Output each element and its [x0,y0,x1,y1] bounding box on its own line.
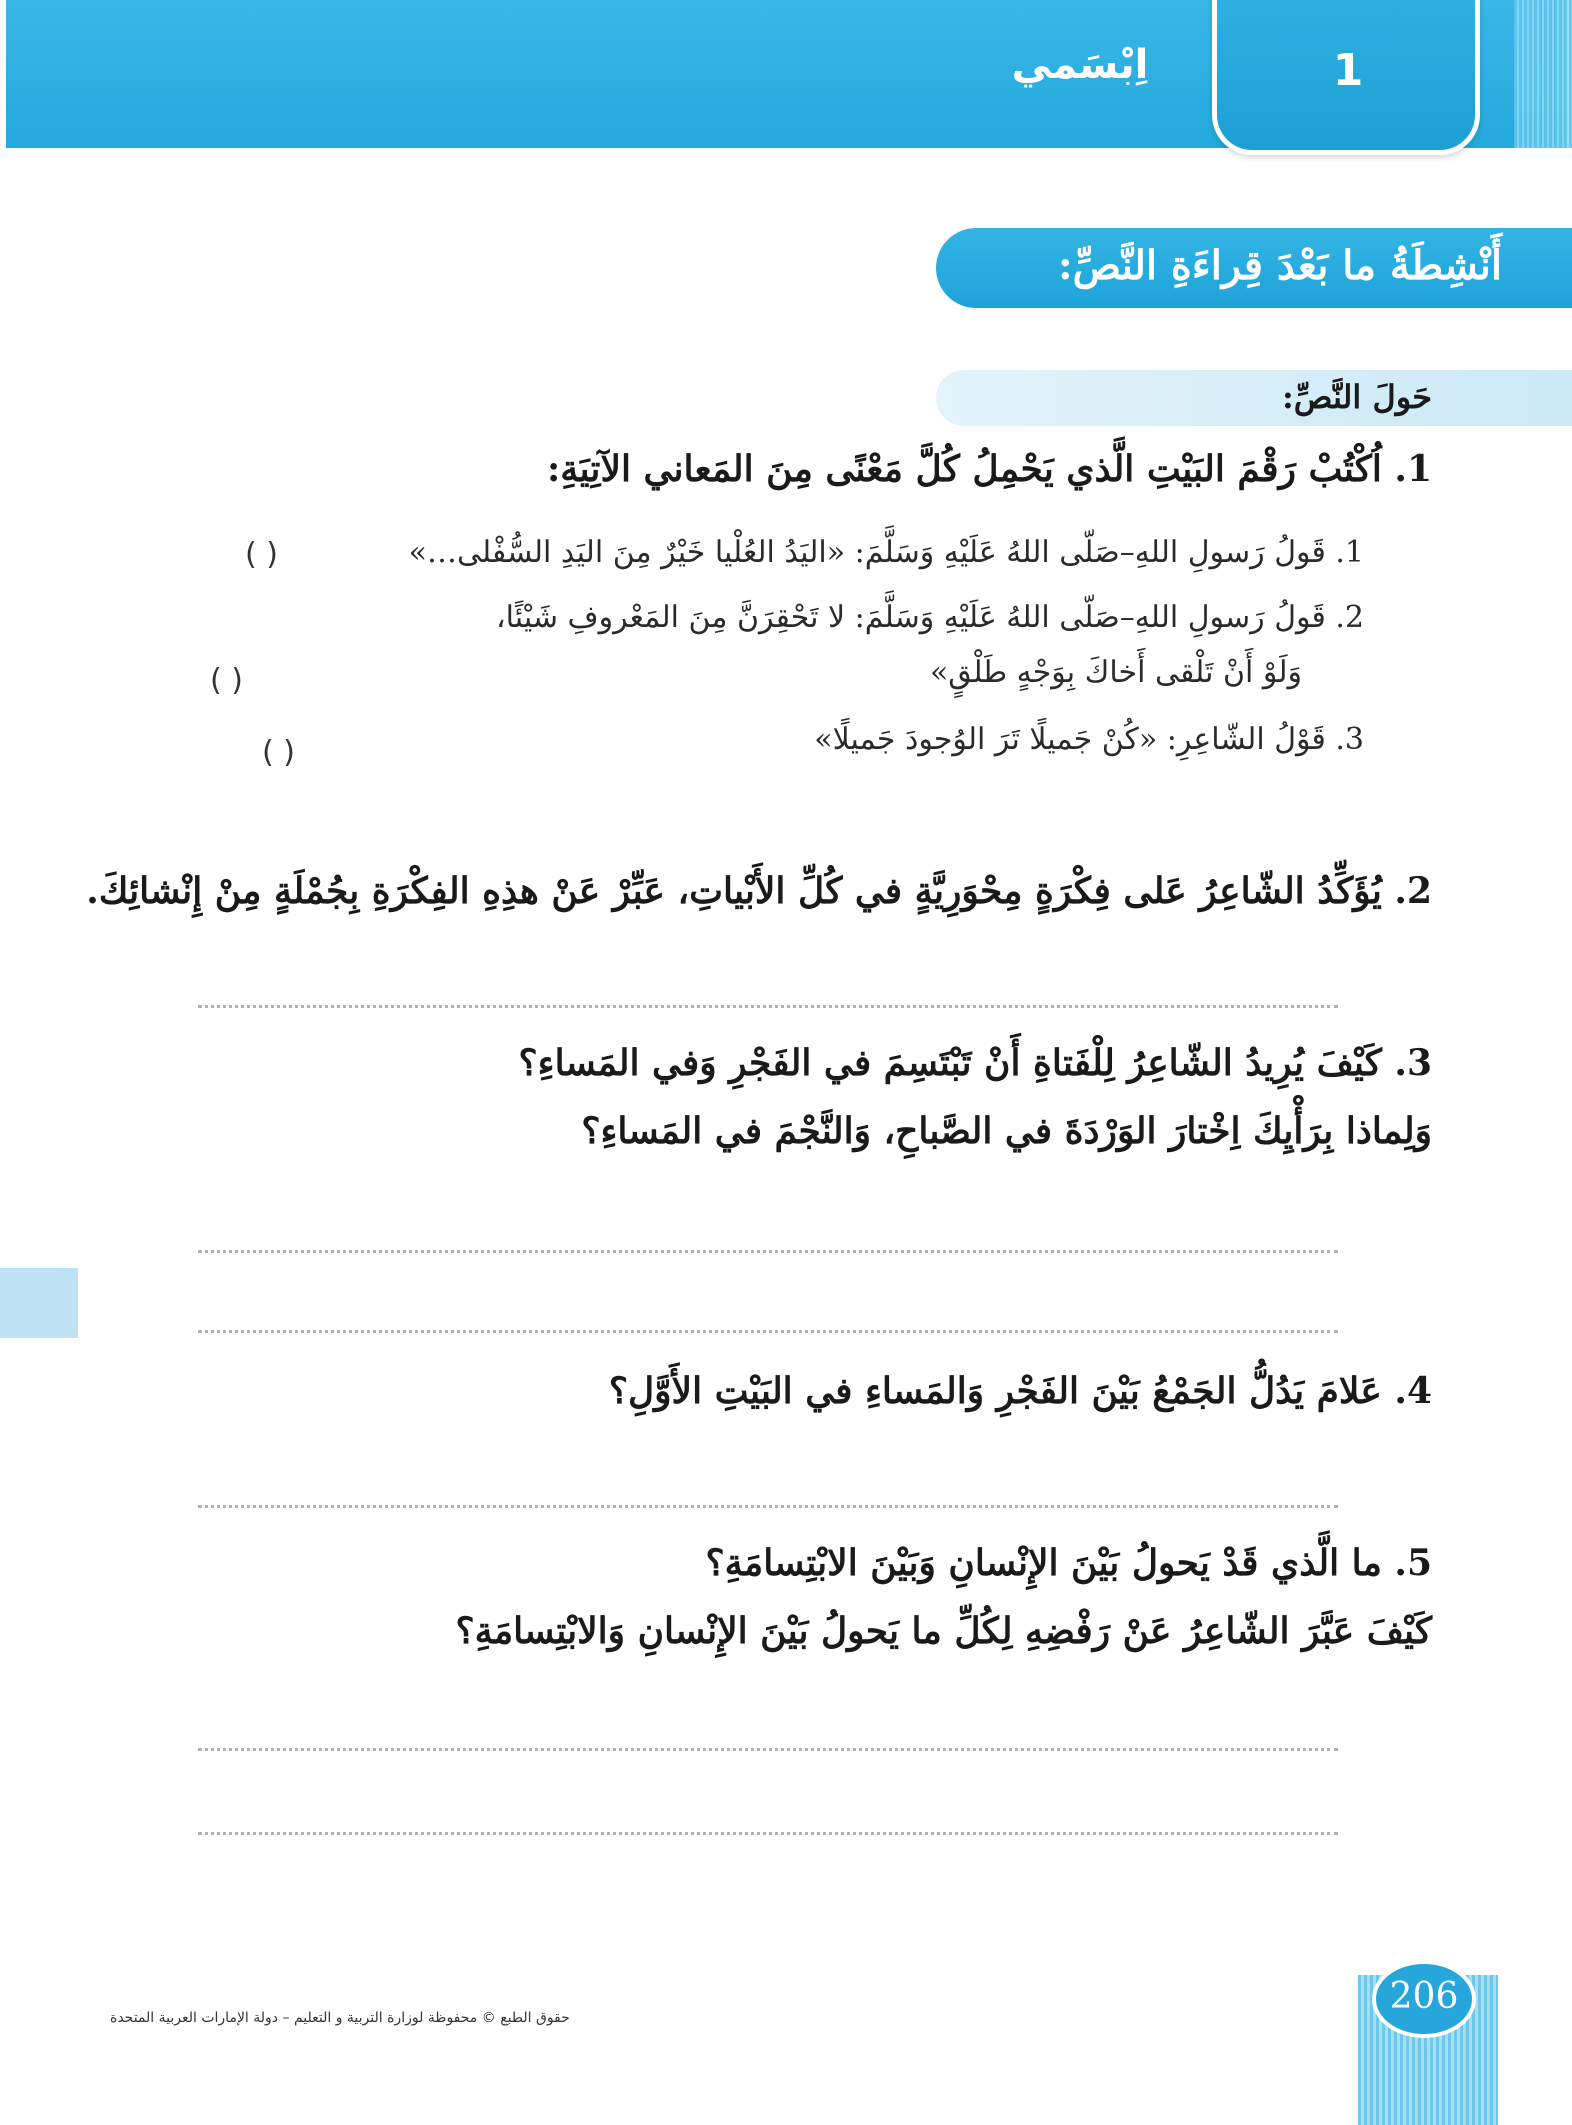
question-1-item-1: 1. قَولُ رَسولِ اللهِ–صَلّى اللهُ عَلَيْهِ وَسَلَّمَ: «اليَدُ العُلْيا خَيْرٌ مِنَ اليَدِ السُّفْلى…» [408,535,1364,570]
answer-slot-2[interactable]: ( ) [210,663,243,698]
answer-line-q5-a[interactable] [198,1748,1338,1751]
answer-line-q4[interactable] [198,1505,1338,1508]
question-3-line-2: وَلِماذا بِرَأْيِكَ اِخْتارَ الوَرْدَةَ في الصَّباحِ، وَالنَّجْمَ في المَساءِ؟ [581,1110,1432,1152]
lesson-number: 1 [1332,45,1364,96]
question-4-prompt: 4. عَلامَ يَدُلُّ الجَمْعُ بَيْنَ الفَجْرِ وَالمَساءِ في البَيْتِ الأَوَّلِ؟ [608,1370,1432,1412]
lesson-title: اِبْسَمي [1011,42,1149,88]
question-5-line-2: كَيْفَ عَبَّرَ الشّاعِرُ عَنْ رَفْضِهِ لِكُلِّ ما يَحولُ بَيْنَ الإِنْسانِ وَالابْتِسامَةِ؟ [455,1610,1432,1652]
side-tab [0,1268,78,1338]
answer-line-q5-b[interactable] [198,1832,1338,1835]
answer-line-q3-a[interactable] [198,1250,1338,1253]
banner-texture [1514,0,1572,148]
question-2-prompt: 2. يُؤَكِّدُ الشّاعِرُ عَلى فِكْرَةٍ مِحْوَرِيَّةٍ في كُلِّ الأَبْياتِ، عَبِّرْ عَنْ هذِهِ الفِكْرَةِ بِجُمْلَةٍ مِنْ إِنْشائِكَ. [86,870,1432,912]
page-number: 206 [1389,1976,1459,2017]
section-header [936,228,1572,308]
sub-header [936,370,1572,426]
question-1-prompt: 1. اُكْتُبْ رَقْمَ البَيْتِ الَّذي يَحْمِلُ كُلَّ مَعْنًى مِنَ المَعاني الآتِيَةِ: [546,448,1432,490]
answer-slot-1[interactable]: ( ) [245,537,278,572]
question-1-item-2: 2. قَولُ رَسولِ اللهِ–صَلّى اللهُ عَلَيْهِ وَسَلَّمَ: لا تَحْقِرَنَّ مِنَ المَعْروفِ شَيْئًا، [495,600,1364,635]
answer-line-q3-b[interactable] [198,1330,1338,1333]
sub-header-title: حَولَ النَّصِّ: [1281,378,1432,416]
question-3-line-1: 3. كَيْفَ يُرِيدُ الشّاعِرُ لِلْفَتاةِ أَنْ تَبْتَسِمَ في الفَجْرِ وَفي المَساءِ؟ [518,1042,1432,1084]
answer-line-q2[interactable] [198,1005,1338,1008]
section-title: أَنْشِطَةُ ما بَعْدَ قِراءَةِ النَّصِّ: [1057,242,1502,289]
copyright-text: حقوق الطبع © محفوظة لوزارة التربية و التعليم – دولة الإمارات العربية المتحدة [110,2010,570,2026]
question-1-item-2-cont: وَلَوْ أَنْ تَلْقى أَخاكَ بِوَجْهٍ طَلْقٍ» [929,655,1302,690]
question-5-line-1: 5. ما الَّذي قَدْ يَحولُ بَيْنَ الإِنْسانِ وَبَيْنَ الابْتِسامَةِ؟ [705,1542,1432,1584]
question-1-item-3: 3. قَوْلُ الشّاعِرِ: «كُنْ جَميلًا تَرَ الوُجودَ جَميلًا» [814,722,1364,757]
answer-slot-3[interactable]: ( ) [262,735,295,770]
